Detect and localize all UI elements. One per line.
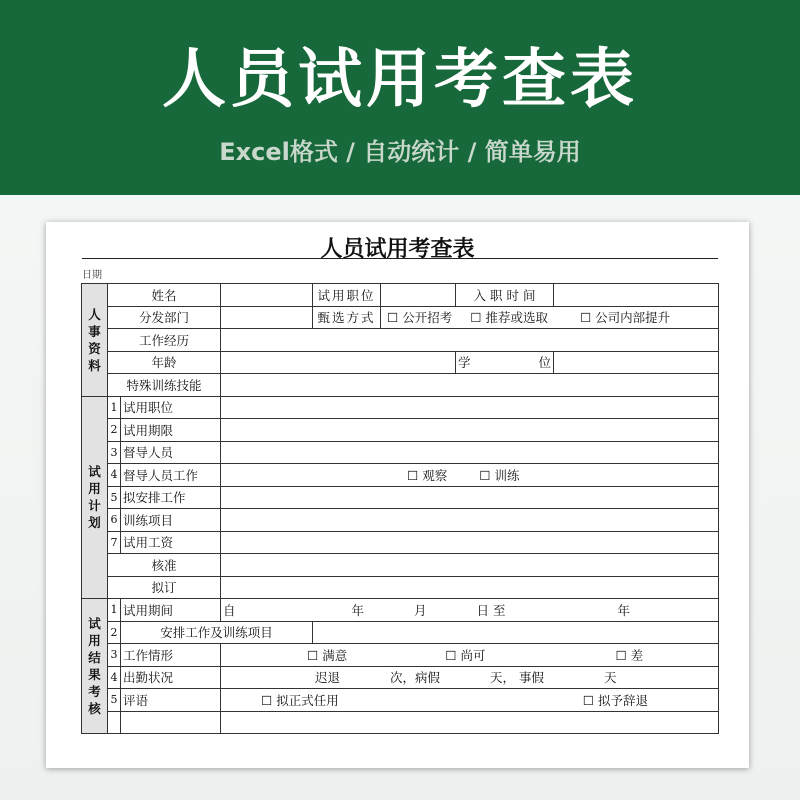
date-label: 日期 [82,270,102,281]
banner-title: 人员试用考查表 [162,43,638,117]
item-number: 5 [108,689,121,712]
entry-time-label: 入 职 时 间 [456,284,554,307]
table-row [82,284,719,307]
plan-item-label: 拟安排工作 [121,486,221,509]
table-row [82,396,719,419]
approve-value[interactable] [221,554,719,577]
table-row [82,644,719,667]
trial-position-label: 试用职位 [313,284,381,307]
option-recommend[interactable]: ☐ 推荐或选取 [470,310,548,325]
table-row [82,531,719,554]
plan-item-label: 试用工资 [121,531,221,554]
item-number-empty [108,711,121,734]
plan-item-value[interactable] [221,486,719,509]
item-number: 4 [108,666,121,689]
work-experience-value[interactable] [221,329,719,352]
table-row [82,441,719,464]
attendance-value[interactable] [221,666,719,689]
plan-item-value[interactable] [221,419,719,442]
plan-item-label: 试用期限 [121,419,221,442]
option-train[interactable]: ☐ 训练 [479,468,519,483]
attendance-label: 出勤状况 [121,666,221,689]
selection-method-label: 甄选方式 [313,306,381,329]
title-underline [82,258,718,259]
table-row [82,576,719,599]
leave-label: 天， 事假 [490,670,544,686]
table-row [82,554,719,577]
department-label: 分发部门 [108,306,221,329]
option-satisfied[interactable]: ☐ 满意 [307,648,347,663]
option-dismiss[interactable]: ☐ 拟予辞退 [583,693,648,708]
name-label: 姓名 [108,284,221,307]
empty-cell [221,711,719,734]
table-row [82,486,719,509]
special-skills-value[interactable] [221,374,719,397]
name-value[interactable] [221,284,313,307]
period-day-to: 日 至 [476,602,506,618]
document-title: 人员试用考查表 [320,236,475,262]
table-row [82,509,719,532]
table-row [82,599,719,622]
age-value[interactable] [221,351,456,374]
plan-item-value[interactable] [221,441,719,464]
plan-item-value[interactable] [221,396,719,419]
approve-label: 核准 [108,554,221,577]
work-experience-label: 工作经历 [108,329,221,352]
table-row [82,374,719,397]
table-row [82,419,719,442]
table-row [82,464,719,487]
item-number: 1 [108,599,121,622]
banner-subtitle: Excel格式 / 自动统计 / 简单易用 [219,138,581,166]
arrange-value[interactable] [313,621,719,644]
sick-label: 次，病假 [390,670,441,686]
period-year-end: 年 [617,602,630,618]
section-result: 试用结果考核 [82,599,108,734]
item-number: 5 [108,486,121,509]
table-row [82,621,719,644]
item-number: 3 [108,644,121,667]
plan-item-label: 督导人员 [121,441,221,464]
draft-label: 拟订 [108,576,221,599]
period-label: 试用期间 [121,599,221,622]
section-plan: 试用计划 [82,396,108,599]
special-skills-label: 特殊训练技能 [108,374,221,397]
item-number: 4 [108,464,121,487]
item-number: 2 [108,621,121,644]
document-sheet [46,222,749,768]
table-row [82,329,719,352]
comment-options [221,689,719,712]
plan-item-label: 训练项目 [121,509,221,532]
late-label: 迟退 [315,670,341,686]
option-public-exam[interactable]: ☐ 公开招考 [387,310,452,325]
item-number: 3 [108,441,121,464]
period-year: 年 [351,602,365,618]
plan-item-label: 试用职位 [121,396,221,419]
table-row [82,666,719,689]
header-banner [0,0,800,195]
section-personnel: 人事资料 [82,284,108,397]
period-value[interactable] [221,599,719,622]
table-row [82,689,719,712]
table-row [82,306,719,329]
comment-label: 评语 [121,689,221,712]
days-label: 天 [603,670,617,686]
work-label: 工作情形 [121,644,221,667]
period-month: 月 [414,602,427,618]
table-row [82,711,719,734]
period-from: 自 [223,602,236,618]
option-poor[interactable]: ☐ 差 [615,648,643,663]
plan-item-label: 督导人员工作 [121,464,221,487]
trial-position-value[interactable] [381,284,456,307]
plan-item-value[interactable] [221,531,719,554]
arrange-label: 安排工作及训练项目 [121,621,313,644]
empty-cell [121,711,221,734]
work-options [221,644,719,667]
plan-item-value[interactable] [221,509,719,532]
option-internal[interactable]: ☐ 公司内部提升 [580,310,670,325]
degree-label [456,351,554,374]
selection-options [381,306,719,329]
draft-value[interactable] [221,576,719,599]
option-hire[interactable]: ☐ 拟正式任用 [261,693,339,708]
item-number: 6 [108,509,121,532]
entry-time-value[interactable] [554,284,719,307]
department-value[interactable] [221,306,313,329]
item-number: 2 [108,419,121,442]
option-acceptable[interactable]: ☐ 尚可 [445,648,485,663]
item-number: 7 [108,531,121,554]
degree-label-left: 学 [458,355,471,371]
item-number: 1 [108,396,121,419]
degree-label-right: 位 [538,355,552,371]
option-observe[interactable]: ☐ 观察 [407,468,447,483]
supervise-options [221,464,719,487]
age-label: 年龄 [108,351,221,374]
table-row [82,351,719,374]
trial-evaluation-form [81,283,719,734]
degree-value[interactable] [554,351,719,374]
